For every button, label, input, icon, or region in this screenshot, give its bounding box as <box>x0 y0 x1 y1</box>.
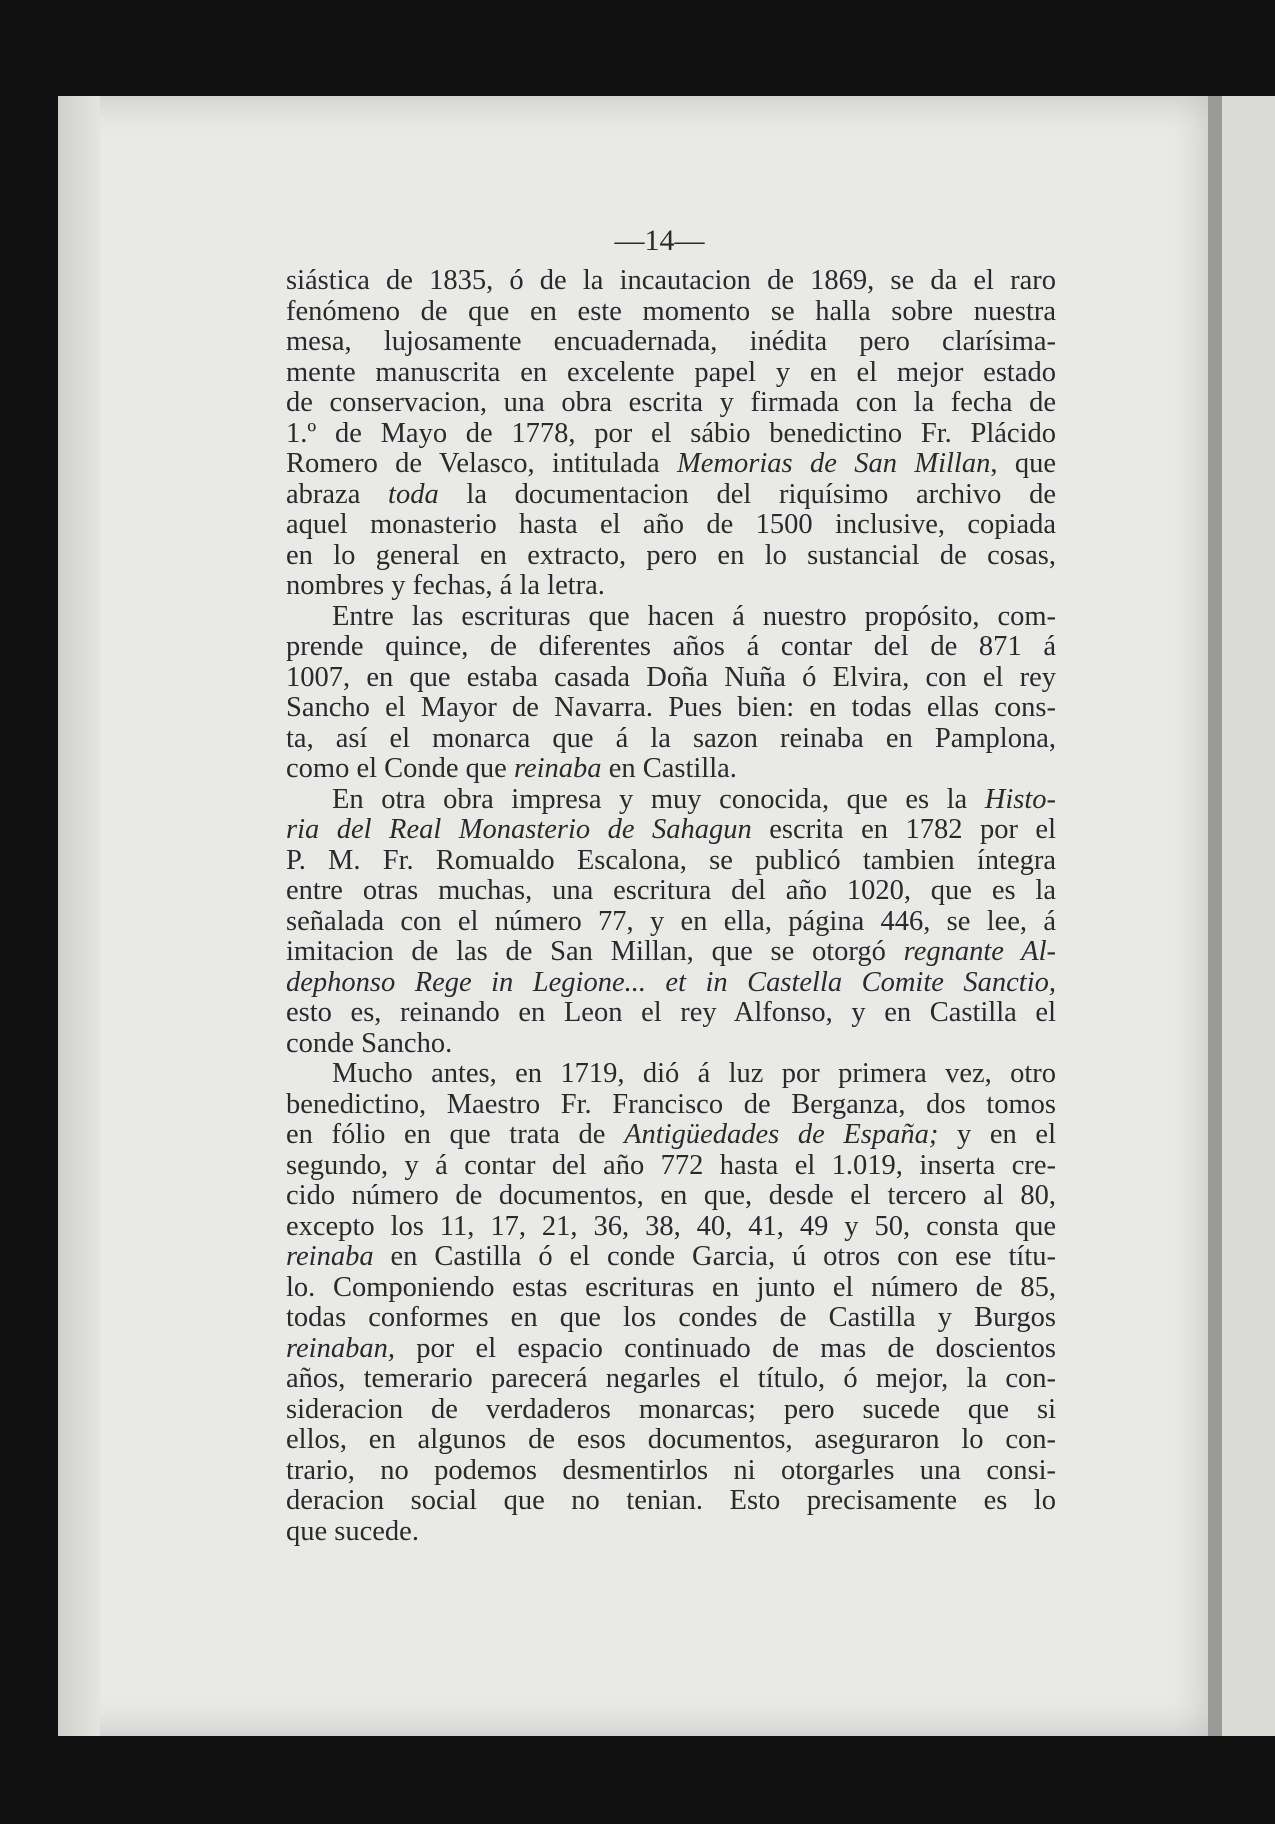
text-run: deracion social que no tenian. Esto precisamente es lo <box>286 1485 1056 1516</box>
text-line <box>286 1059 1056 1090</box>
text-line <box>286 663 1056 694</box>
text-run: ellos, en algunos de esos documentos, aseguraron lo con- <box>286 1424 1056 1455</box>
text-run: , que <box>990 448 1056 479</box>
text-line <box>286 541 1056 572</box>
text-line <box>286 815 1056 846</box>
text-run: escrita en 1782 por el <box>751 814 1056 845</box>
text-line <box>286 937 1056 968</box>
text-run: nombres y fechas, á la letra. <box>286 570 605 601</box>
text-run: lo. Componiendo estas escrituras en junto el número de 85, <box>286 1271 1056 1303</box>
text-run: trario, no podemos desmentirlos ni otorgarles una consi- <box>286 1454 1056 1486</box>
italic-text: regnante Al- <box>903 936 1056 967</box>
text-run: 1007, en que estaba casada Doña Nuña ó Elvira, con el rey <box>286 661 1056 693</box>
text-run: Entre las escrituras que hacen á nuestro propósito, com- <box>332 600 1056 632</box>
text-run: en Castilla ó el conde Garcia, ú otros con ese títu- <box>373 1241 1056 1272</box>
text-line <box>286 632 1056 663</box>
text-run: de conservacion, una obra escrita y firmada con la fecha de <box>286 387 1056 418</box>
text-line <box>286 602 1056 633</box>
text-line <box>286 1303 1056 1334</box>
text-run: la documentacion del riquísimo archivo de <box>438 478 1056 510</box>
text-run: segundo, y á contar del año 772 hasta el 1.019, inserta cre- <box>286 1149 1056 1181</box>
text-line <box>286 266 1056 297</box>
text-run: mente manuscrita en excelente papel y en el mejor estado <box>286 356 1056 388</box>
adjacent-page-edge <box>1222 96 1275 1736</box>
text-run: excepto los 11, 17, 21, 36, 38, 40, 41, 49 y 50, consta que <box>286 1210 1056 1242</box>
text-line <box>286 510 1056 541</box>
page-gutter-shadow <box>1208 96 1222 1736</box>
text-run: ta, así el monarca que á la sazon reinaba en Pamplona, <box>286 722 1056 754</box>
italic-text: Memorias de San Millan <box>677 448 991 479</box>
text-run: que sucede. <box>286 1515 419 1547</box>
text-run: P. M. Fr. Romualdo Escalona, se publicó tambien íntegra <box>286 844 1056 876</box>
italic-text: Antigüedades de España; <box>624 1119 939 1150</box>
text-line <box>286 724 1056 755</box>
text-run: siástica de 1835, ó de la incautacion de 1869, se da el raro <box>286 265 1056 296</box>
italic-text: reinaban, <box>286 1332 395 1364</box>
text-line <box>286 1212 1056 1243</box>
text-run: prende quince, de diferentes años á contar del de 871 á <box>286 631 1056 662</box>
text-run: Romero de Velasco, intitulada <box>286 448 678 479</box>
text-line <box>286 1334 1056 1365</box>
italic-text: reinaba <box>286 1241 374 1272</box>
text-line <box>286 1029 1056 1060</box>
text-run: Sancho el Mayor de Navarra. Pues bien: en todas ellas cons- <box>286 692 1056 723</box>
text-line <box>286 693 1056 724</box>
text-line <box>286 449 1056 480</box>
italic-text: toda <box>388 478 439 510</box>
text-line <box>286 754 1056 785</box>
text-line <box>286 1395 1056 1426</box>
text-line <box>286 419 1056 450</box>
text-line <box>286 571 1056 602</box>
text-run: imitacion de las de San Millan, que se otorgó <box>286 936 904 967</box>
text-run: todas conformes en que los condes de Castilla y Burgos <box>286 1302 1056 1333</box>
text-run: en fólio en que trata de <box>286 1119 625 1150</box>
text-line <box>286 846 1056 877</box>
text-run: 1.º de Mayo de 1778, por el sábio benedictino Fr. Plácido <box>286 417 1056 449</box>
text-line <box>286 1364 1056 1395</box>
text-run: mesa, lujosamente encuadernada, inédita pero clarísima- <box>286 326 1056 357</box>
text-line <box>286 907 1056 938</box>
text-run: entre otras muchas, una escritura del año 1020, que es la <box>286 875 1056 906</box>
text-line <box>286 1242 1056 1273</box>
text-line <box>286 1425 1056 1456</box>
text-line <box>286 968 1056 999</box>
text-run: años, temerario parecerá negarles el título, ó mejor, la con- <box>286 1363 1056 1394</box>
text-run: como el Conde que <box>286 753 514 784</box>
text-line <box>286 1456 1056 1487</box>
text-run: En otra obra impresa y muy conocida, que es la <box>332 783 985 815</box>
text-line <box>286 480 1056 511</box>
page-binding-edge <box>58 96 100 1736</box>
text-line <box>286 327 1056 358</box>
italic-text: reinaba <box>513 753 602 784</box>
text-line <box>286 1486 1056 1517</box>
italic-text: Histo- <box>984 783 1056 815</box>
text-run: sideracion de verdaderos monarcas; pero sucede que si <box>286 1393 1056 1425</box>
text-run: Mucho antes, en 1719, dió á luz por primera vez, otro <box>332 1058 1056 1089</box>
text-line <box>286 1181 1056 1212</box>
text-line <box>286 785 1056 816</box>
text-line <box>286 358 1056 389</box>
italic-text: dephonso Rege in Legione... et in Castella Comite Sanctio, <box>286 966 1056 998</box>
text-run: y en el <box>938 1119 1057 1150</box>
text-run: cido número de documentos, en que, desde el tercero al 80, <box>286 1180 1056 1211</box>
text-run: por el espacio continuado de mas de doscientos <box>394 1332 1056 1364</box>
text-run: fenómeno de que en este momento se halla sobre nuestra <box>286 295 1056 327</box>
text-line <box>286 1273 1056 1304</box>
text-run: señalada con el número 77, y en ella, página 446, se lee, á <box>286 905 1056 937</box>
text-line <box>286 297 1056 328</box>
text-run: en lo general en extracto, pero en lo sustancial de cosas, <box>286 539 1056 571</box>
text-line <box>286 1120 1056 1151</box>
text-line <box>286 1517 1056 1548</box>
text-run: abraza <box>286 478 389 510</box>
italic-text: ria del Real Monasterio de Sahagun <box>286 814 752 845</box>
text-run: conde Sancho. <box>286 1027 453 1059</box>
text-line <box>286 1090 1056 1121</box>
text-line <box>286 388 1056 419</box>
text-line <box>286 998 1056 1029</box>
text-run: aquel monasterio hasta el año de 1500 inclusive, copiada <box>286 509 1056 540</box>
page-number: —14— <box>614 224 705 257</box>
text-run: en Castilla. <box>601 753 737 784</box>
text-run: esto es, reinando en Leon el rey Alfonso, y en Castilla el <box>286 997 1056 1028</box>
body-text <box>286 266 1056 1547</box>
text-line <box>286 1151 1056 1182</box>
text-run: benedictino, Maestro Fr. Francisco de Berganza, dos tomos <box>286 1088 1056 1120</box>
text-line <box>286 876 1056 907</box>
